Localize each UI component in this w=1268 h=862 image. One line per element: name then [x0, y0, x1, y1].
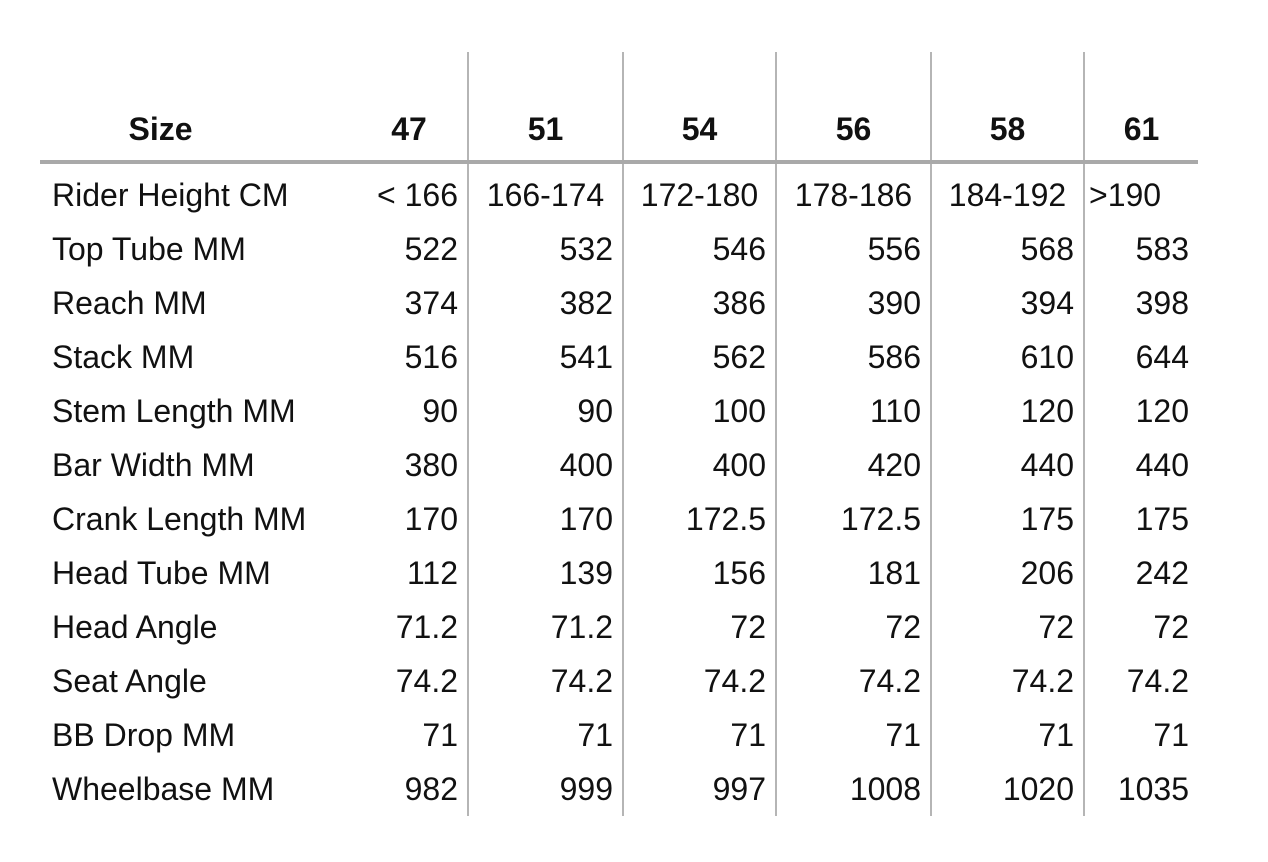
cell-size-54: 172-180	[623, 162, 776, 222]
cell-size-47: 170	[404, 500, 458, 537]
geometry-table	[40, 52, 1198, 816]
table-body	[40, 162, 1198, 816]
table-row	[40, 330, 1198, 384]
cell-size-56: 172.5	[776, 492, 931, 546]
size-header-label: Size	[40, 52, 351, 162]
row-label: Head Angle	[52, 608, 218, 645]
cell-size-56: 110	[776, 384, 931, 438]
cell-size-61: 242	[1084, 546, 1198, 600]
cell-size-58: 184-192	[931, 162, 1084, 222]
cell-size-61: 398	[1084, 276, 1198, 330]
row-label: Reach MM	[52, 284, 207, 321]
table-row	[40, 708, 1198, 762]
cell-size-56: 586	[776, 330, 931, 384]
cell-size-61: 1035	[1084, 762, 1198, 816]
cell-size-56: 72	[776, 600, 931, 654]
header-row	[40, 52, 1198, 162]
cell-size-61: >190	[1084, 162, 1198, 222]
row-label: BB Drop MM	[52, 716, 236, 753]
row-label: Bar Width MM	[52, 446, 255, 483]
cell-size-58: 120	[931, 384, 1084, 438]
cell-size-61: 644	[1084, 330, 1198, 384]
cell-size-51: 90	[468, 384, 623, 438]
size-header-61: 61	[1084, 52, 1198, 162]
cell-size-56: 71	[776, 708, 931, 762]
row-label: Stem Length MM	[52, 392, 296, 429]
cell-size-56: 556	[776, 222, 931, 276]
cell-size-56: 74.2	[776, 654, 931, 708]
row-label: Top Tube MM	[52, 230, 246, 267]
cell-size-58: 568	[931, 222, 1084, 276]
table-row	[40, 600, 1198, 654]
cell-size-54: 546	[623, 222, 776, 276]
row-label: Seat Angle	[52, 662, 207, 699]
row-label: Rider Height CM	[52, 176, 289, 213]
table-row	[40, 384, 1198, 438]
table-row	[40, 222, 1198, 276]
cell-size-58: 71	[931, 708, 1084, 762]
cell-size-61: 120	[1084, 384, 1198, 438]
cell-size-61: 74.2	[1084, 654, 1198, 708]
table-row	[40, 492, 1198, 546]
size-header-47: 47	[351, 52, 468, 162]
cell-size-54: 156	[623, 546, 776, 600]
table-row	[40, 654, 1198, 708]
cell-size-54: 400	[623, 438, 776, 492]
cell-size-47: 516	[404, 338, 458, 375]
cell-size-56: 420	[776, 438, 931, 492]
cell-size-54: 71	[623, 708, 776, 762]
table-row	[40, 762, 1198, 816]
cell-size-47: 982	[404, 770, 458, 807]
table-row	[40, 276, 1198, 330]
cell-size-51: 139	[468, 546, 623, 600]
cell-size-54: 386	[623, 276, 776, 330]
cell-size-54: 562	[623, 330, 776, 384]
cell-size-58: 175	[931, 492, 1084, 546]
size-header-51: 51	[468, 52, 623, 162]
cell-size-61: 440	[1084, 438, 1198, 492]
cell-size-56: 181	[776, 546, 931, 600]
cell-size-47: 71	[422, 716, 458, 753]
cell-size-51: 166-174	[468, 162, 623, 222]
cell-size-51: 541	[468, 330, 623, 384]
size-header-54: 54	[623, 52, 776, 162]
cell-size-58: 1020	[931, 762, 1084, 816]
cell-size-58: 74.2	[931, 654, 1084, 708]
cell-size-51: 999	[468, 762, 623, 816]
cell-size-51: 382	[468, 276, 623, 330]
cell-size-51: 532	[468, 222, 623, 276]
row-label: Wheelbase MM	[52, 770, 275, 807]
cell-size-47: 74.2	[395, 662, 458, 699]
cell-size-47: 112	[406, 554, 458, 591]
cell-size-47: 522	[404, 230, 458, 267]
cell-size-54: 997	[623, 762, 776, 816]
cell-size-58: 394	[931, 276, 1084, 330]
cell-size-51: 74.2	[468, 654, 623, 708]
cell-size-54: 74.2	[623, 654, 776, 708]
row-label: Crank Length MM	[52, 500, 307, 537]
cell-size-56: 390	[776, 276, 931, 330]
cell-size-51: 71.2	[468, 600, 623, 654]
table-row	[40, 162, 1198, 222]
cell-size-58: 206	[931, 546, 1084, 600]
table-row	[40, 438, 1198, 492]
cell-size-54: 172.5	[623, 492, 776, 546]
table-row	[40, 546, 1198, 600]
row-label: Head Tube MM	[52, 554, 271, 591]
cell-size-54: 100	[623, 384, 776, 438]
cell-size-51: 170	[468, 492, 623, 546]
cell-size-58: 72	[931, 600, 1084, 654]
cell-size-47: 90	[422, 392, 458, 429]
cell-size-47: < 166	[377, 176, 458, 213]
cell-size-58: 610	[931, 330, 1084, 384]
cell-size-58: 440	[931, 438, 1084, 492]
cell-size-51: 400	[468, 438, 623, 492]
row-label: Stack MM	[52, 338, 195, 375]
cell-size-51: 71	[468, 708, 623, 762]
cell-size-61: 71	[1084, 708, 1198, 762]
cell-size-47: 380	[404, 446, 458, 483]
cell-size-61: 72	[1084, 600, 1198, 654]
cell-size-61: 175	[1084, 492, 1198, 546]
cell-size-47: 71.2	[395, 608, 458, 645]
cell-size-47: 374	[404, 284, 458, 321]
size-header-58: 58	[931, 52, 1084, 162]
cell-size-56: 1008	[776, 762, 931, 816]
cell-size-61: 583	[1084, 222, 1198, 276]
table-header	[40, 52, 1198, 162]
cell-size-54: 72	[623, 600, 776, 654]
cell-size-56: 178-186	[776, 162, 931, 222]
size-header-56: 56	[776, 52, 931, 162]
